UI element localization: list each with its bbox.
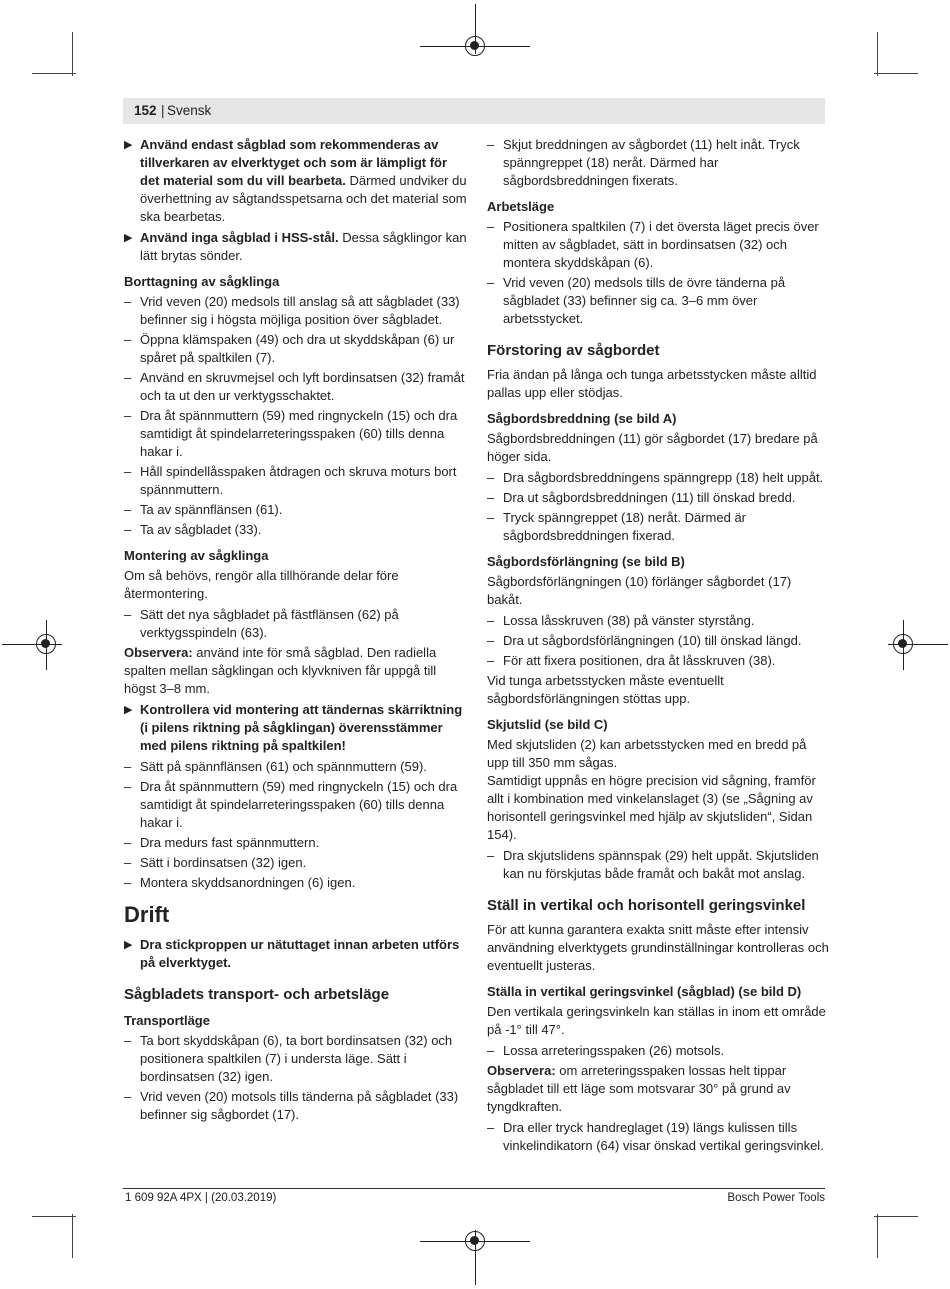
list-item-text: Ta av sågbladet (33).	[140, 522, 262, 537]
registration-target-icon	[36, 634, 56, 654]
list-item-text: Dra ut sågbordsförlängningen (10) till önskad längd.	[503, 633, 802, 648]
list-item-text: Dra åt spännmuttern (59) med ringnyckeln (15) och dra samtidigt åt spindelarreteringsspaken (60) tills denna hakar i.	[140, 779, 458, 830]
right-column	[487, 136, 829, 1157]
list-item-text: Dra ut sågbordsbreddningen (11) till önskad bredd.	[503, 490, 796, 505]
list-item: – Lossa arreteringsspaken (26) motsols.	[487, 1043, 725, 1058]
note-label: Observera:	[487, 1063, 556, 1078]
list-item: – Sätt det nya sågbladet på fästflänsen (62) på verktygsspindeln (63).	[124, 607, 399, 640]
paragraph: Fria ändan på långa och tunga arbetsstycken måste alltid pallas upp eller stödjas.	[487, 367, 817, 400]
list-item: – Dra eller tryck handreglaget (19) längs kulissen tills vinkelindikatorn (64) visar önskad vertikal geringsvinkel.	[487, 1120, 824, 1153]
header-language: Svensk	[167, 103, 212, 118]
list-item-text: Lossa låsskruven (38) på vänster styrstång.	[503, 613, 755, 628]
crop-mark	[874, 1216, 918, 1217]
list-item-text: Sätt det nya sågbladet på fästflänsen (62) på verktygsspindeln (63).	[140, 607, 399, 640]
list-item: – Vrid veven (20) medsols till anslag så att sågbladet (33) befinner sig i högsta möjliga position över sågbladet.	[124, 294, 460, 327]
note-text: om arreteringsspaken lossas helt tippar sågbladet till ett läge som motsvarar 30° på grund av tyngdkraften.	[487, 1063, 791, 1114]
list-item-text: För att fixera positionen, dra åt låsskruven (38).	[503, 653, 776, 668]
crop-mark	[32, 73, 76, 74]
left-column	[124, 136, 468, 1126]
chapter-heading: Drift	[124, 902, 170, 927]
crop-mark	[877, 32, 878, 76]
list-item: – Lossa låsskruven (38) på vänster styrstång.	[487, 613, 755, 628]
list-item-text: Håll spindellåsspaken åtdragen och skruva moturs bort spännmuttern.	[140, 464, 457, 497]
list-item: – Dra ut sågbordsbreddningen (11) till önskad bredd.	[487, 490, 796, 505]
list-item-text: Skjut breddningen av sågbordet (11) helt inåt. Tryck spänngreppet (18) neråt. Därmed har sågbordsbreddningen fixerats.	[503, 137, 800, 188]
paragraph: För att kunna garantera exakta snitt måste efter intensiv användning elverktygets grundinställningar kontrolleras och eventuellt justeras.	[487, 922, 829, 973]
registration-target-icon	[465, 36, 485, 56]
warning-bold: Använd endast sågblad som rekommenderas av tillverkaren av elverktyget och som är lämpligt för det material som du vill bearbeta.	[140, 137, 448, 188]
paragraph: Om så behövs, rengör alla tillhörande delar före återmontering.	[124, 568, 399, 601]
crop-mark	[874, 73, 918, 74]
warning-bold: Använd inga sågblad i HSS-stål.	[140, 230, 339, 245]
list-item-text: Sätt i bordinsatsen (32) igen.	[140, 855, 307, 870]
list-item-text: Ta bort skyddskåpan (6), ta bort bordinsatsen (32) och positionera spaltkilen (7) i understa läge. Sätt i bordinsatsen (32) igen.	[140, 1033, 453, 1084]
crop-mark	[877, 1214, 878, 1258]
section-heading: Skjutslid (se bild C)	[487, 717, 608, 732]
warning-text: Dessa sågklingor kan lätt brytas sönder.	[140, 230, 467, 263]
list-item-text: Dra åt spännmuttern (59) med ringnyckeln (15) och dra samtidigt åt spindelarreteringsspaken (60) tills denna hakar i.	[140, 408, 458, 459]
section-heading: Sågbordsförlängning (se bild B)	[487, 554, 685, 569]
note-paragraph	[487, 1062, 829, 1116]
subsection-heading: Sågbladets transport- och arbetsläge	[124, 986, 390, 1003]
list-item: – Öppna klämspaken (49) och dra ut skyddskåpan (6) ur spåret på spaltkilen (7).	[124, 332, 455, 365]
triangle-bullet-icon: ▶	[124, 139, 133, 151]
list-item-text: Dra sågbordsbreddningens spänngrepp (18) helt uppåt.	[503, 470, 824, 485]
paragraph: Med skjutsliden (2) kan arbetsstycken med en bredd på upp till 350 mm sågas.	[487, 737, 807, 770]
crop-mark	[72, 1214, 73, 1258]
list-item-text: Dra medurs fast spännmuttern.	[140, 835, 320, 850]
section-heading: Transportläge	[124, 1013, 210, 1028]
list-item: – Dra medurs fast spännmuttern.	[124, 835, 320, 850]
subsection-heading: Förstoring av sågbordet	[487, 342, 660, 359]
list-item-text: Dra eller tryck handreglaget (19) längs kulissen tills vinkelindikatorn (64) visar önskad vertikal geringsvinkel.	[503, 1120, 824, 1153]
note-paragraph	[124, 644, 468, 698]
warning-item	[124, 229, 468, 265]
paragraph: Vid tunga arbetsstycken måste eventuellt sågbordsförlängningen stöttas upp.	[487, 673, 724, 706]
list-item-text: Montera skyddsanordningen (6) igen.	[140, 875, 356, 890]
warning-text: Därmed undviker du överhettning av sågtandsspetsarna och det material som ska bearbetas.	[140, 173, 467, 224]
paragraph: Den vertikala geringsvinkeln kan ställas in inom ett område på -1° till 47°.	[487, 1004, 826, 1037]
triangle-bullet-icon: ▶	[124, 939, 133, 951]
registration-target-icon	[893, 634, 913, 654]
list-item: – Dra skjutslidens spännspak (29) helt uppåt. Skjutsliden kan nu förskjutas både framåt och bakåt mot anslag.	[487, 848, 819, 881]
section-heading: Montering av sågklinga	[124, 548, 269, 563]
triangle-bullet-icon: ▶	[124, 704, 133, 716]
list-item: – Sätt på spännflänsen (61) och spännmuttern (59).	[124, 759, 427, 774]
paragraph: Sågbordsbreddningen (11) gör sågbordet (17) bredare på höger sida.	[487, 431, 818, 464]
list-item: – Vrid veven (20) motsols tills tänderna på sågbladet (33) befinner sig sågbordet (17).	[124, 1089, 459, 1122]
list-item: – Tryck spänngreppet (18) neråt. Därmed är sågbordsbreddningen fixerad.	[487, 510, 747, 543]
list-item-text: Vrid veven (20) medsols till anslag så att sågbladet (33) befinner sig i högsta möjliga position över sågbladet.	[140, 294, 460, 327]
section-heading: Borttagning av sågklinga	[124, 274, 280, 289]
list-item: – Håll spindellåsspaken åtdragen och skruva moturs bort spännmuttern.	[124, 464, 457, 497]
list-item-text: Använd en skruvmejsel och lyft bordinsatsen (32) framåt och ta ut den ur verktygsschaktet.	[140, 370, 465, 403]
list-item-text: Öppna klämspaken (49) och dra ut skyddskåpan (6) ur spåret på spaltkilen (7).	[140, 332, 455, 365]
list-item: – Ta bort skyddskåpan (6), ta bort bordinsatsen (32) och positionera spaltkilen (7) i understa läge. Sätt i bordinsatsen (32) igen.	[124, 1033, 453, 1084]
list-item-text: Vrid veven (20) motsols tills tänderna på sågbladet (33) befinner sig sågbordet (17).	[140, 1089, 459, 1122]
list-item: – Använd en skruvmejsel och lyft bordinsatsen (32) framåt och ta ut den ur verktygsschaktet.	[124, 370, 465, 403]
list-item: – Dra åt spännmuttern (59) med ringnyckeln (15) och dra samtidigt åt spindelarreteringsspaken (60) tills denna hakar i.	[124, 408, 458, 459]
page-header	[123, 98, 825, 124]
list-item: – Vrid veven (20) medsols tills de övre tänderna på sågbladet (33) befinner sig ca. 3–6 mm över arbetsstycket.	[487, 275, 786, 326]
header-separator: |	[161, 103, 165, 118]
list-item: – Dra sågbordsbreddningens spänngrepp (18) helt uppåt.	[487, 470, 824, 485]
warning-item	[124, 936, 468, 972]
list-item: – Dra åt spännmuttern (59) med ringnyckeln (15) och dra samtidigt åt spindelarreteringsspaken (60) tills denna hakar i.	[124, 779, 458, 830]
subsection-heading: Ställ in vertikal och horisontell geringsvinkel	[487, 897, 806, 914]
section-heading: Sågbordsbreddning (se bild A)	[487, 411, 677, 426]
warning-item	[124, 136, 468, 226]
removal-steps	[124, 293, 468, 539]
list-item-text: Vrid veven (20) medsols tills de övre tänderna på sågbladet (33) befinner sig ca. 3–6 mm över arbetsstycket.	[503, 275, 786, 326]
warning-item	[124, 701, 468, 755]
list-item: – Montera skyddsanordningen (6) igen.	[124, 875, 356, 890]
list-item: – För att fixera positionen, dra åt låsskruven (38).	[487, 653, 776, 668]
note-text: använd inte för små sågblad. Den radiella spalten mellan sågklingan och klyvkniven får uppgå till högst 3–8 mm.	[124, 645, 437, 696]
list-item-text: Ta av spännflänsen (61).	[140, 502, 283, 517]
page-footer	[123, 1188, 825, 1204]
footer-doc-id: 1 609 92A 4PX | (20.03.2019)	[125, 1192, 277, 1204]
paragraph: Samtidigt uppnås en högre precision vid sågning, framför allt i kombination med vinkelanslaget (3) (se „Sågning av horisontell geringsvinkel med hjälp av skjutsliden“, Sidan 154).	[487, 773, 816, 842]
list-item: – Skjut breddningen av sågbordet (11) helt inåt. Tryck spänngreppet (18) neråt. Därmed har sågbordsbreddningen fixerats.	[487, 137, 800, 188]
list-item: – Sätt i bordinsatsen (32) igen.	[124, 855, 307, 870]
page-number: 152	[134, 103, 157, 118]
list-item-text: Lossa arreteringsspaken (26) motsols.	[503, 1043, 725, 1058]
crop-mark	[32, 1216, 76, 1217]
warning-bold: Dra stickproppen ur nätuttaget innan arbeten utförs på elverktyget.	[140, 937, 460, 970]
crop-mark	[72, 32, 73, 76]
section-heading: Arbetsläge	[487, 199, 555, 214]
list-item-text: Tryck spänngreppet (18) neråt. Därmed är sågbordsbreddningen fixerad.	[503, 510, 747, 543]
list-item-text: Sätt på spännflänsen (61) och spännmuttern (59).	[140, 759, 427, 774]
section-heading: Ställa in vertikal geringsvinkel (sågblad) (se bild D)	[487, 984, 802, 999]
registration-target-icon	[465, 1231, 485, 1251]
list-item: – Ta av spännflänsen (61).	[124, 502, 283, 517]
footer-brand: Bosch Power Tools	[727, 1192, 825, 1204]
triangle-bullet-icon: ▶	[124, 232, 133, 244]
list-item-text: Positionera spaltkilen (7) i det översta läget precis över mitten av sågbladet, sätt in bordinsatsen (32) och montera skyddskåpan (6).	[503, 219, 819, 270]
note-label: Observera:	[124, 645, 193, 660]
paragraph: Sågbordsförlängningen (10) förlänger sågbordet (17) bakåt.	[487, 574, 792, 607]
list-item-text: Dra skjutslidens spännspak (29) helt uppåt. Skjutsliden kan nu förskjutas både framåt och bakåt mot anslag.	[503, 848, 819, 881]
warning-bold: Kontrollera vid montering att tändernas skärriktning (i pilens riktning på sågklingan) överensstämmer med pilens riktning på spaltkilen!	[140, 702, 463, 753]
list-item: – Dra ut sågbordsförlängningen (10) till önskad längd.	[487, 633, 802, 648]
list-item: – Positionera spaltkilen (7) i det översta läget precis över mitten av sågbladet, sätt in bordinsatsen (32) och montera skyddskåpan (6).	[487, 219, 819, 270]
list-item: – Ta av sågbladet (33).	[124, 522, 262, 537]
